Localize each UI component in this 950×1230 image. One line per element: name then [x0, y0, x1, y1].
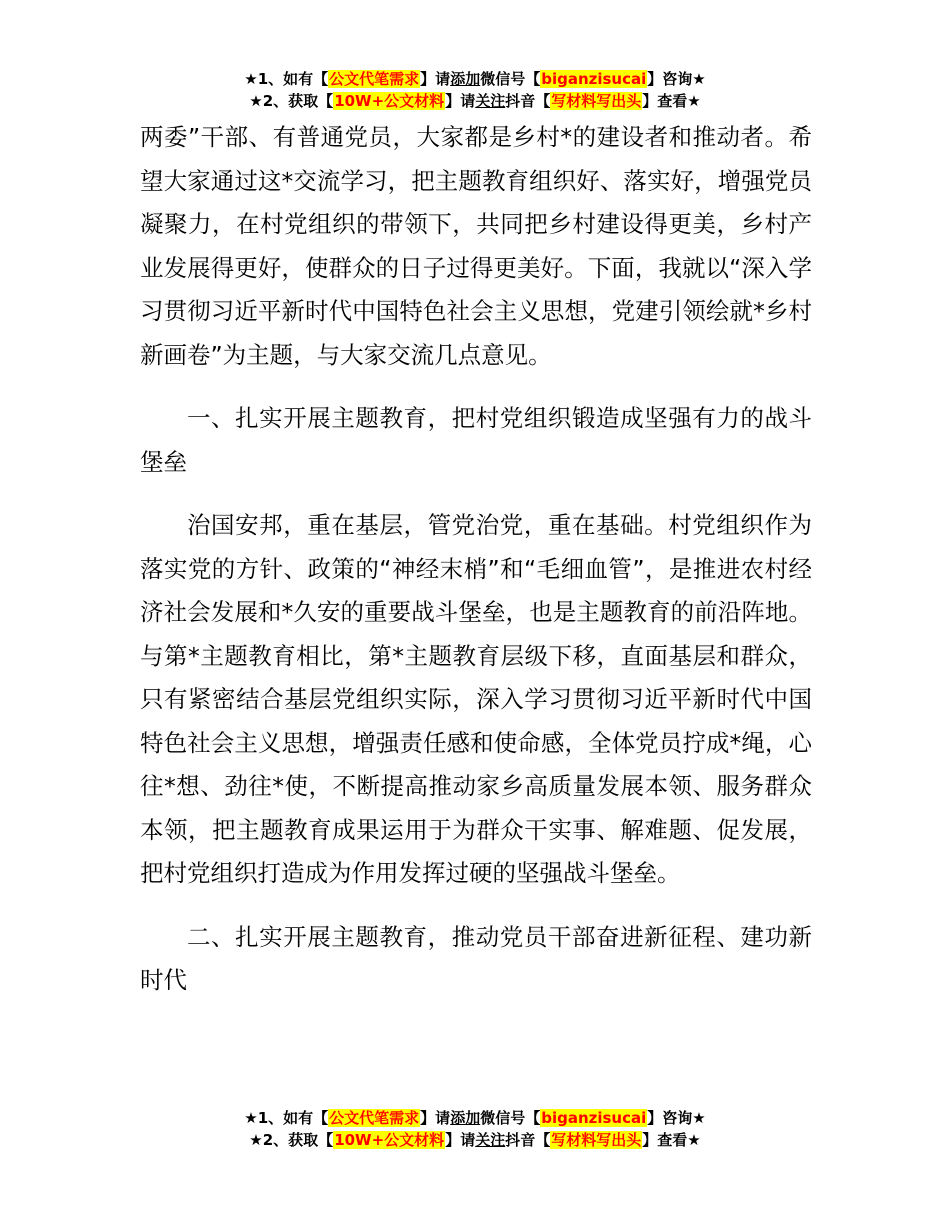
- highlight-text: 10W+公文材料: [334, 92, 445, 110]
- highlight-text: 公文代笔需求: [329, 1109, 420, 1127]
- highlight-text: 写材料写出头: [551, 1131, 642, 1149]
- header-banner: [0, 68, 950, 112]
- section-heading-1: 一、扎实开展主题教育，把村党组织锻造成坚强有力的战斗堡垒: [140, 404, 812, 476]
- paragraph-section-1: 治国安邦，重在基层，管党治党，重在基础。村党组织作为落实党的方针、政策的“神经末梢”和“毛细血管”，是推进农村经济社会发展和*久安的重要战斗堡垒，也是主题教育的前沿阵地。与第*主题教育相比，第*主题教育层级下移，直面基层和群众，只有紧密结合基层党组织实际，深入学习贯彻习近平新时代中国特色社会主义思想，增强责任感和使命感，全体党员拧成*绳，心往*想、劲往*使，不断提高推动家乡高质量发展本领、服务群众本领，把主题教育成果运用于为群众干实事、解难题、促发展，把村党组织打造成为作用发挥过硬的坚强战斗堡垒。: [140, 511, 812, 887]
- section-heading-2: 二、扎实开展主题教育，推动党员干部奋进新征程、建功新时代: [140, 922, 812, 994]
- highlight-text: 写材料写出头: [551, 92, 642, 110]
- footer-banner: [0, 1107, 950, 1151]
- highlight-text: biganzisucai: [541, 70, 647, 88]
- header-line-1: ★1、如有【公文代笔需求】请添加微信号【biganzisucai】咨询★: [244, 70, 706, 88]
- highlight-text: biganzisucai: [541, 1109, 647, 1127]
- document-body: [140, 116, 812, 1023]
- paragraph-continuation: 两委”干部、有普通党员，大家都是乡村*的建设者和推动者。希望大家通过这*交流学习，把主题教育组织好、落实好，增强党员凝聚力，在村党组织的带领下，共同把乡村建设得更美，乡村产业发展得更好，使群众的日子过得更美好。下面，我就以“深入学习贯彻习近平新时代中国特色社会主义思想，党建引领绘就*乡村新画卷”为主题，与大家交流几点意见。: [140, 123, 812, 369]
- highlight-text: 10W+公文材料: [334, 1131, 445, 1149]
- footer-line-2: ★2、获取【10W+公文材料】请关注抖音【写材料写出头】查看★: [249, 1131, 701, 1149]
- highlight-text: 公文代笔需求: [329, 70, 420, 88]
- header-line-2: ★2、获取【10W+公文材料】请关注抖音【写材料写出头】查看★: [249, 92, 701, 110]
- footer-line-1: ★1、如有【公文代笔需求】请添加微信号【biganzisucai】咨询★: [244, 1109, 706, 1127]
